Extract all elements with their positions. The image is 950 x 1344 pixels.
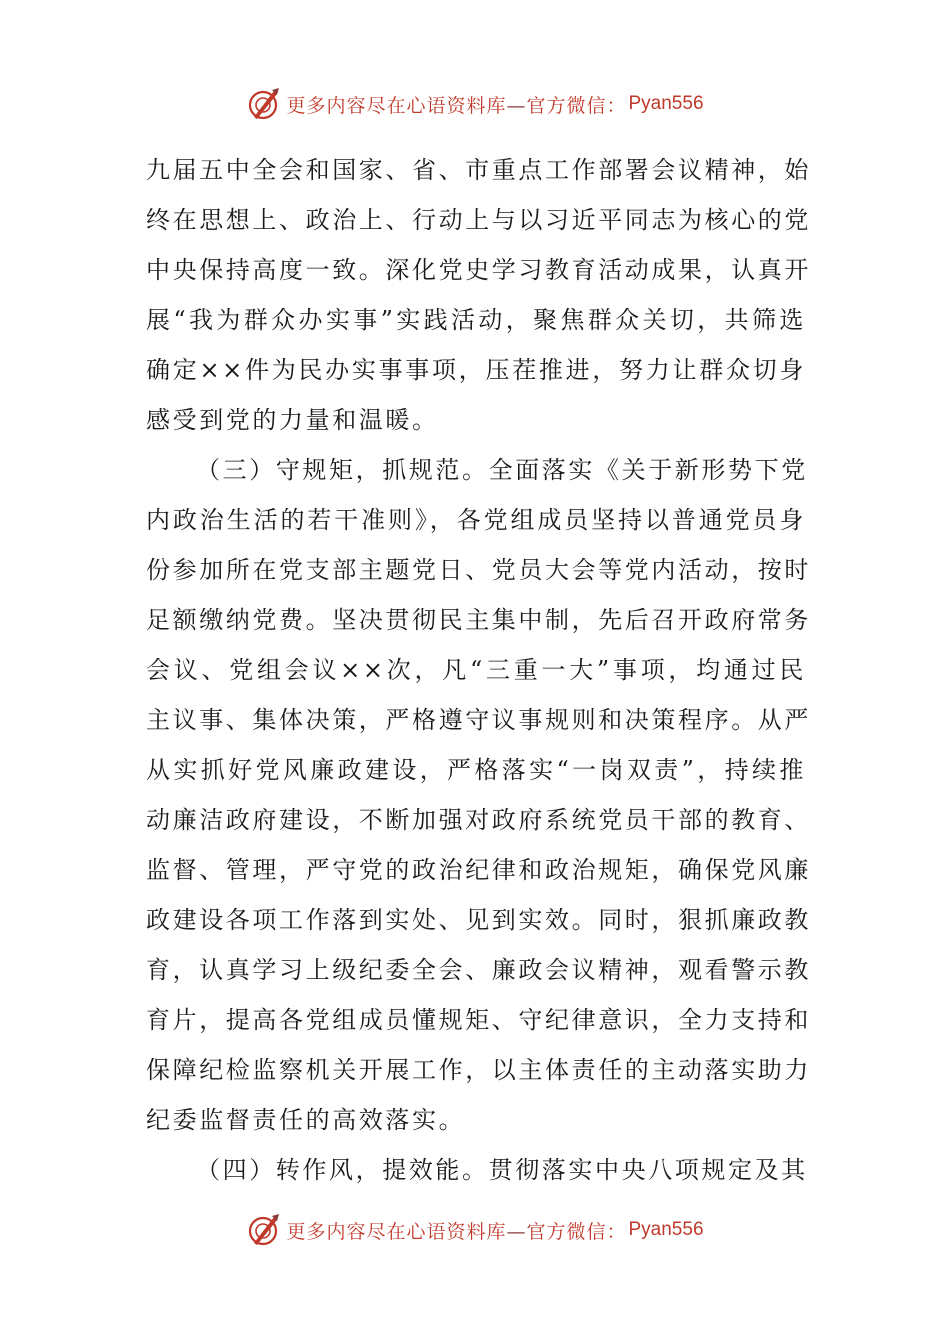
pen-logo-icon [246, 86, 282, 122]
footer-banner-suffix: 官方微信： [526, 1220, 627, 1243]
text-line: 主议事、集体决策，严格遵守议事规则和决策程序。从严 [146, 706, 811, 734]
document-body [146, 145, 811, 1195]
text-line: 育，认真学习上级纪委全会、廉政会议精神，观看警示教 [146, 956, 811, 984]
text-line: 动廉洁政府建设，不断加强对政府系统党员干部的教育、 [146, 806, 811, 834]
footer-banner-dash: — [506, 1220, 527, 1243]
header-wechat-id: Pyan556 [628, 93, 704, 114]
footer-banner-title: 更多内容尽在心语资料库 [286, 1220, 507, 1243]
text-line: 九届五中全会和国家、省、市重点工作部署会议精神，始 [146, 156, 811, 184]
paragraph-3 [146, 1145, 806, 1195]
text-line: 确定××件为民办实事事项，压茬推进，努力让群众切身 [146, 356, 806, 384]
header-banner-suffix: 官方微信： [526, 94, 627, 117]
text-line: 感受到党的力量和温暖。 [146, 406, 439, 434]
text-line: 纪委监督责任的高效落实。 [146, 1106, 466, 1134]
text-line: 足额缴纳党费。坚决贯彻民主集中制，先后召开政府常务 [146, 606, 811, 634]
text-line: 展“我为群众办实事”实践活动，聚焦群众关切，共筛选 [146, 306, 806, 334]
text-line: 中央保持高度一致。深化党史学习教育活动成果，认真开 [146, 256, 811, 284]
text-line: 会议、党组会议××次，凡“三重一大”事项，均通过民 [146, 656, 806, 684]
header-banner-title: 更多内容尽在心语资料库 [286, 94, 507, 117]
pen-logo-icon [246, 1212, 282, 1248]
text-line: 从实抓好党风廉政建设，严格落实“一岗双责”，持续推 [146, 756, 806, 784]
text-line: 育片，提高各党组成员懂规矩、守纪律意识，全力支持和 [146, 1006, 811, 1034]
paragraph-2 [146, 445, 811, 1145]
text-line: 内政治生活的若干准则》，各党组成员坚持以普通党员身 [146, 506, 806, 534]
text-line: （三）守规矩，抓规范。全面落实《关于新形势下党 [196, 456, 808, 484]
header-banner [0, 84, 950, 124]
text-line: 保障纪检监察机关开展工作，以主体责任的主动落实助力 [146, 1056, 811, 1084]
paragraph-1 [146, 145, 811, 445]
header-banner-dash: — [506, 94, 527, 117]
text-line: 政建设各项工作落到实处、见到实效。同时，狠抓廉政教 [146, 906, 811, 934]
text-line: （四）转作风，提效能。贯彻落实中央八项规定及其 [196, 1156, 808, 1184]
text-line: 监督、管理，严守党的政治纪律和政治规矩，确保党风廉 [146, 856, 811, 884]
text-line: 份参加所在党支部主题党日、党员大会等党内活动，按时 [146, 556, 811, 584]
footer-banner-text [286, 1217, 626, 1244]
footer-wechat-id: Pyan556 [628, 1219, 704, 1240]
header-banner-text [286, 91, 626, 118]
footer-banner [0, 1210, 950, 1250]
text-line: 终在思想上、政治上、行动上与以习近平同志为核心的党 [146, 206, 811, 234]
